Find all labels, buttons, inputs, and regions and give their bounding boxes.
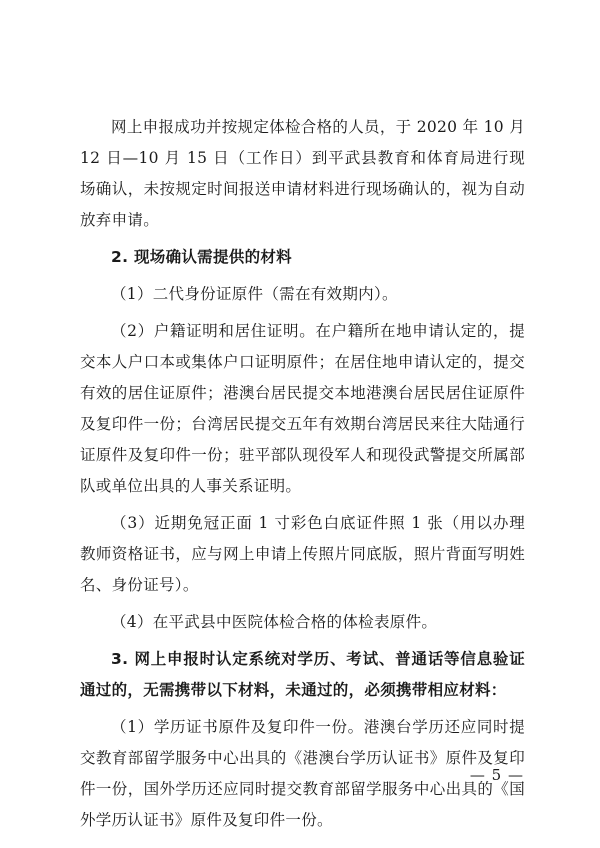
paragraph-medical-form: （4）在平武县中医院体检合格的体检表原件。 xyxy=(111,613,438,631)
heading-onsite-materials: 2. 现场确认需提供的材料 xyxy=(111,248,292,266)
paragraph-photo: （3）近期免冠正面 1 寸彩色白底证件照 1 张（用以办理教师资格证书，应与网上申请上传照片同底版，照片背面写明姓名、身份证号）。 xyxy=(80,514,525,594)
document-body xyxy=(80,112,525,842)
page-number: — 5 — xyxy=(469,766,524,784)
heading-verification-materials: 3. 网上申报时认定系统对学历、考试、普通话等信息验证通过的，无需携带以下材料，未通过的，必须携带相应材料： xyxy=(80,650,525,699)
paragraph-education-certificate: （1）学历证书原件及复印件一份。港澳台学历还应同时提交教育部留学服务中心出具的《港澳台学历认证书》原件及复印件一份，国外学历还应同时提交教育部留学服务中心出具的《国外学历认证书》原件及复印件一份。 xyxy=(80,718,525,829)
paragraph-household-residence: （2）户籍证明和居住证明。在户籍所在地申请认定的，提交本人户口本或集体户口证明原件；在居住地申请认定的，提交有效的居住证原件；港澳台居民提交本地港澳台居民居住证原件及复印件一份；台湾居民提交五年有效期台湾居民来往大陆通行证原件及复印件一份；驻平部队现役军人和现役武警提交所属部队或单位出具的人事关系证明。 xyxy=(80,322,525,495)
paragraph-confirmation-notice: 网上申报成功并按规定体检合格的人员，于 2020 年 10 月 12 日—10 月 15 日（工作日）到平武县教育和体育局进行现场确认，未按规定时间报送申请材料进行现场确认的，视为自动放弃申请。 xyxy=(80,118,525,229)
paragraph-id-card: （1）二代身份证原件（需在有效期内）。 xyxy=(111,285,398,303)
